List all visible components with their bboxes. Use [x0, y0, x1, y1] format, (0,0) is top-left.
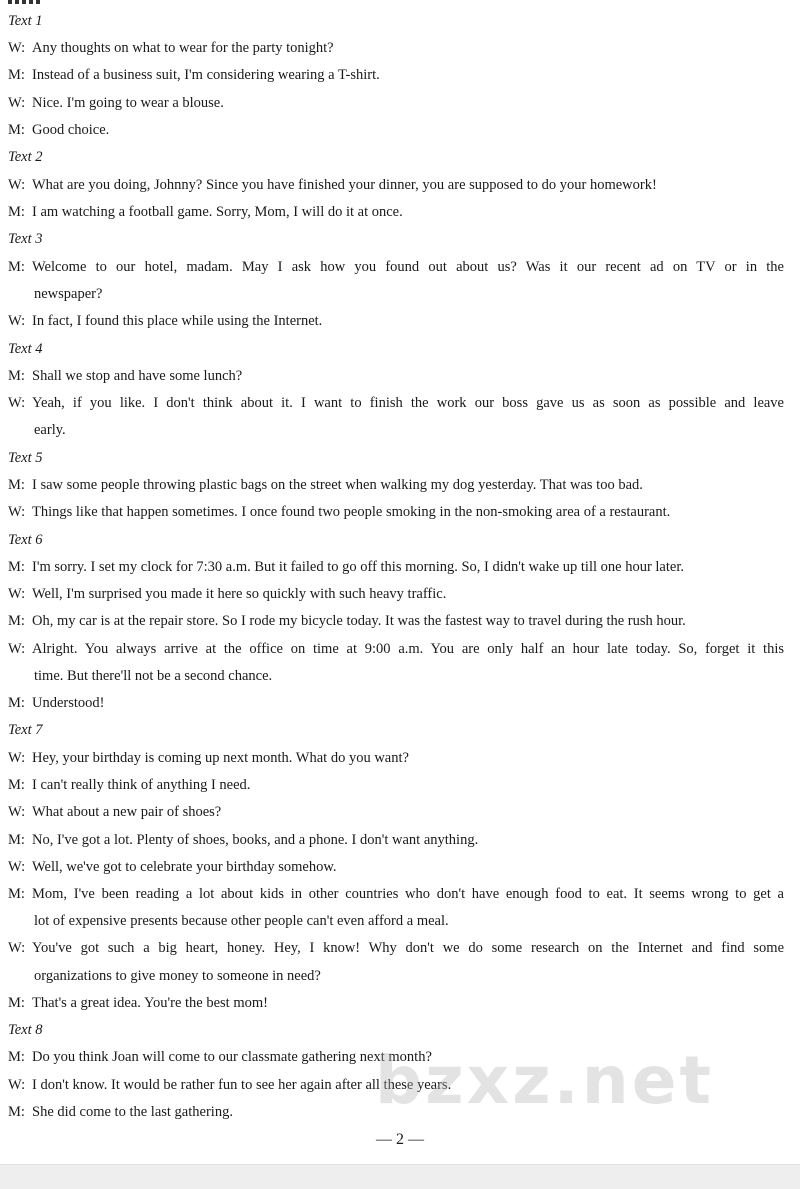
- speaker-label: W:: [8, 177, 26, 193]
- dialogue-line: [8, 585, 784, 603]
- dialogue-text: What about a new pair of shoes?: [32, 804, 222, 820]
- dialogue-text: Well, I'm surprised you made it here so quickly with such heavy traffic.: [32, 586, 447, 602]
- speaker-label: W:: [8, 313, 26, 329]
- dialogue-line: [8, 885, 784, 903]
- text-heading: Text 2: [8, 149, 43, 165]
- dialogue-continuation: lot of expensive presents because other people can't even afford a meal.: [34, 913, 449, 929]
- dialogue-text: Mom, I've been reading a lot about kids in other countries who don't have enough food to eat. It seems wrong to get a: [32, 886, 784, 902]
- speaker-label: W:: [8, 859, 26, 875]
- dialogue-line: [8, 831, 784, 849]
- speaker-label: W:: [8, 940, 26, 956]
- speaker-label: M:: [8, 477, 25, 493]
- dialogue-text: Hey, your birthday is coming up next month. What do you want?: [32, 750, 409, 766]
- speaker-label: W:: [8, 804, 26, 820]
- dialogue-text: What are you doing, Johnny? Since you have finished your dinner, you are supposed to do your homework!: [32, 177, 657, 193]
- speaker-label: W:: [8, 40, 26, 56]
- dialogue-line: [8, 939, 784, 957]
- dialogue-text: I don't know. It would be rather fun to see her again after all these years.: [32, 1077, 452, 1093]
- dialogue-text: She did come to the last gathering.: [32, 1104, 233, 1120]
- dialogue-text: Understood!: [32, 695, 105, 711]
- dialogue-line: [8, 994, 784, 1012]
- speaker-label: W:: [8, 395, 26, 411]
- dialogue-text: Do you think Joan will come to our classmate gathering next month?: [32, 1049, 432, 1065]
- page-number: — 2 —: [376, 1131, 424, 1148]
- dialogue-line: [8, 312, 784, 330]
- speaker-label: M:: [8, 886, 25, 902]
- dialogue-line: [8, 394, 784, 412]
- text-heading: Text 8: [8, 1022, 43, 1038]
- text-heading: Text 1: [8, 13, 43, 29]
- speaker-label: W:: [8, 750, 26, 766]
- speaker-label: W:: [8, 504, 26, 520]
- dialogue-continuation: time. But there'll not be a second chance.: [34, 668, 273, 684]
- text-heading: Text 3: [8, 231, 43, 247]
- dialogue-continuation: organizations to give money to someone in need?: [34, 968, 321, 984]
- dialogue-text: I am watching a football game. Sorry, Mom, I will do it at once.: [32, 204, 403, 220]
- dialogue-line: [8, 803, 784, 821]
- dialogue-text: I saw some people throwing plastic bags on the street when walking my dog yesterday. That was too bad.: [32, 477, 643, 493]
- dialogue-line: [8, 476, 784, 494]
- speaker-label: M:: [8, 613, 25, 629]
- dialogue-text: That's a great idea. You're the best mom!: [32, 995, 268, 1011]
- dialogue-line: [8, 39, 784, 57]
- dialogue-line: [8, 66, 784, 84]
- dialogue-line: [8, 121, 784, 139]
- speaker-label: W:: [8, 586, 26, 602]
- speaker-label: M:: [8, 259, 25, 275]
- speaker-label: M:: [8, 368, 25, 384]
- speaker-label: M:: [8, 695, 25, 711]
- speaker-label: M:: [8, 1104, 25, 1120]
- dialogue-text: You've got such a big heart, honey. Hey, I know! Why don't we do some research on the Internet and find some: [32, 940, 784, 956]
- text-heading: Text 4: [8, 341, 43, 357]
- speaker-label: M:: [8, 832, 25, 848]
- dialogue-text: Any thoughts on what to wear for the party tonight?: [32, 40, 334, 56]
- speaker-label: M:: [8, 122, 25, 138]
- cut-off-heading-fragment: [8, 0, 42, 4]
- text-heading: Text 6: [8, 532, 43, 548]
- dialogue-text: Well, we've got to celebrate your birthday somehow.: [32, 859, 337, 875]
- dialogue-line: [8, 176, 784, 194]
- speaker-label: M:: [8, 67, 25, 83]
- dialogue-line: [8, 503, 784, 521]
- dialogue-line: [8, 558, 784, 576]
- dialogue-line: [8, 94, 784, 112]
- dialogue-line: [8, 776, 784, 794]
- dialogue-line: [8, 749, 784, 767]
- speaker-label: W:: [8, 641, 26, 657]
- dialogue-text: Nice. I'm going to wear a blouse.: [32, 95, 224, 111]
- dialogue-continuation: early.: [34, 422, 66, 438]
- dialogue-text: Instead of a business suit, I'm considering wearing a T-shirt.: [32, 67, 380, 83]
- speaker-label: W:: [8, 95, 26, 111]
- dialogue-text: I can't really think of anything I need.: [32, 777, 251, 793]
- dialogue-text: Alright. You always arrive at the office on time at 9:00 a.m. You are only half an hour late today. So, forget it this: [32, 641, 784, 657]
- text-heading: Text 7: [8, 722, 43, 738]
- dialogue-text: Oh, my car is at the repair store. So I rode my bicycle today. It was the fastest way to travel during the rush hour.: [32, 613, 686, 629]
- page-bottom-band: [0, 1164, 800, 1189]
- dialogue-line: [8, 258, 784, 276]
- dialogue-text: I'm sorry. I set my clock for 7:30 a.m. But it failed to go off this morning. So, I didn't wake up till one hour later.: [32, 559, 684, 575]
- dialogue-text: In fact, I found this place while using the Internet.: [32, 313, 323, 329]
- dialogue-text: Welcome to our hotel, madam. May I ask how you found out about us? Was it our recent ad on TV or in the: [32, 259, 784, 275]
- dialogue-line: [8, 640, 784, 658]
- speaker-label: W:: [8, 1077, 26, 1093]
- dialogue-text: Things like that happen sometimes. I once found two people smoking in the non-smoking area of a restaurant.: [32, 504, 671, 520]
- dialogue-line: [8, 858, 784, 876]
- dialogue-line: [8, 612, 784, 630]
- speaker-label: M:: [8, 204, 25, 220]
- speaker-label: M:: [8, 559, 25, 575]
- speaker-label: M:: [8, 1049, 25, 1065]
- dialogue-line: [8, 367, 784, 385]
- text-heading: Text 5: [8, 450, 43, 466]
- watermark: bzxz.net: [375, 1042, 715, 1119]
- dialogue-text: Yeah, if you like. I don't think about it. I want to finish the work our boss gave us as soon as possible and leave: [32, 395, 784, 411]
- dialogue-continuation: newspaper?: [34, 286, 103, 302]
- dialogue-line: [8, 203, 784, 221]
- dialogue-text: No, I've got a lot. Plenty of shoes, books, and a phone. I don't want anything.: [32, 832, 479, 848]
- dialogue-text: Good choice.: [32, 122, 110, 138]
- speaker-label: M:: [8, 777, 25, 793]
- speaker-label: M:: [8, 995, 25, 1011]
- dialogue-line: [8, 694, 784, 712]
- dialogue-text: Shall we stop and have some lunch?: [32, 368, 243, 384]
